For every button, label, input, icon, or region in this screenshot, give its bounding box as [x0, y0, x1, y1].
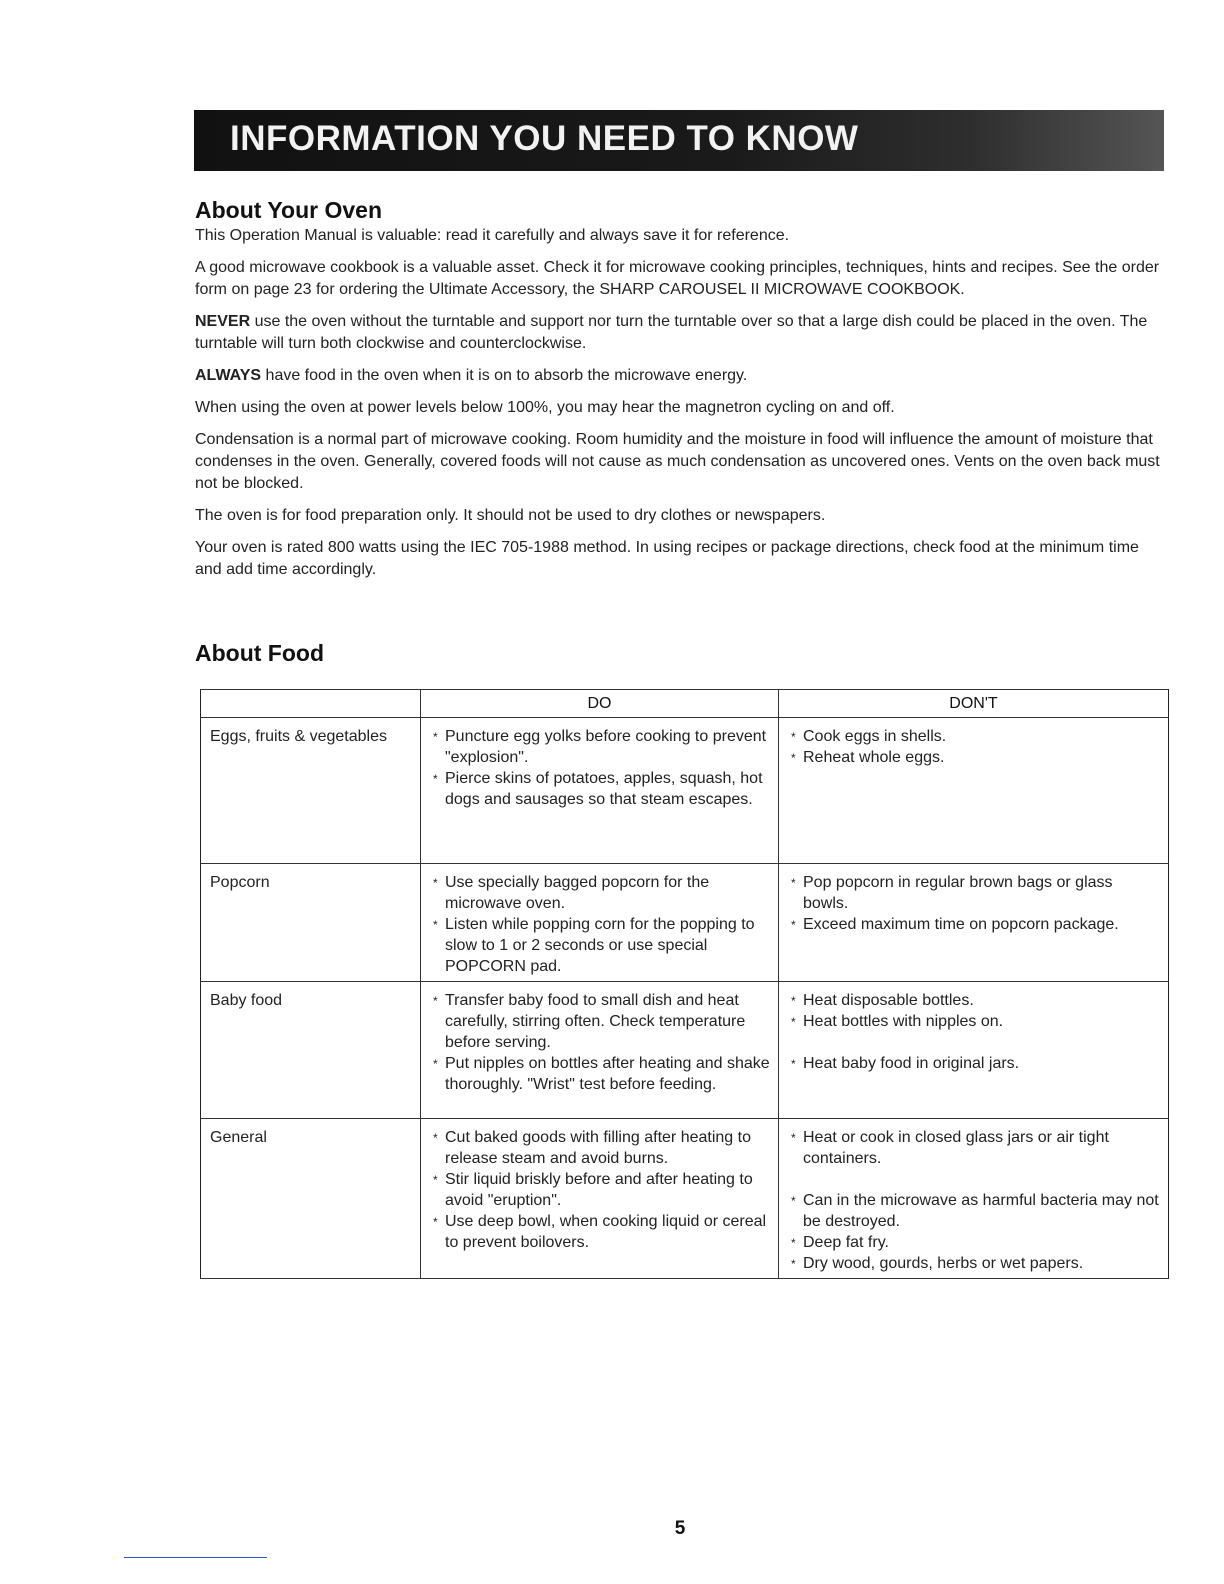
footer-rule — [124, 1557, 267, 1558]
table-row — [201, 718, 1169, 864]
table-header-row — [201, 690, 1169, 718]
list-item: * Exceed maximum time on popcorn package. — [789, 914, 1160, 935]
header-dont: DON'T — [779, 690, 1169, 718]
page-number: 5 — [674, 1518, 686, 1539]
oven-paragraph — [195, 365, 1165, 387]
dont-cell — [779, 982, 1169, 1119]
oven-paragraph: This Operation Manual is valuable: read it carefully and always save it for reference. — [195, 227, 790, 244]
list-item: * Put nipples on bottles after heating and shake thoroughly. "Wrist" test before feeding. — [431, 1053, 770, 1095]
list-item: * Cut baked goods with filling after heating to release steam and avoid burns. — [431, 1127, 770, 1169]
list-item: * Use deep bowl, when cooking liquid or cereal to prevent boilovers. — [431, 1211, 770, 1253]
oven-paragraph: When using the oven at power levels below 100%, you may hear the magnetron cycling on and off. — [195, 399, 895, 416]
oven-paragraph: A good microwave cookbook is a valuable asset. Check it for microwave cooking principles, techniques, hints and recipes. See the order form on page 23 for ordering the Ultimate Accessory, the SHARP CAROUSEL II MICROWAVE COOKBOOK. — [195, 259, 1160, 298]
always-keyword: ALWAYS — [195, 367, 262, 384]
list-item: * Puncture egg yolks before cooking to prevent "explosion". — [431, 726, 770, 768]
list-item: * Dry wood, gourds, herbs or wet papers. — [789, 1253, 1160, 1274]
oven-paragraph: Your oven is rated 800 watts using the IEC 705-1988 method. In using recipes or package directions, check food at the minimum time and add time accordingly. — [195, 539, 1139, 578]
list-item: * Heat disposable bottles. — [789, 990, 1160, 1011]
list-item: * Can in the microwave as harmful bacteria may not be destroyed. — [789, 1190, 1160, 1232]
always-text: have food in the oven when it is on to absorb the microwave energy. — [261, 367, 748, 384]
oven-paragraph: Condensation is a normal part of microwave cooking. Room humidity and the moisture in food will influence the amount of moisture that condenses in the oven. Generally, covered foods will not cause as much condensation as uncovered ones. Vents on the oven back must not be blocked. — [195, 431, 1160, 492]
dont-cell — [779, 864, 1169, 982]
row-label: Baby food — [201, 982, 421, 1119]
never-keyword: NEVER — [195, 313, 251, 330]
row-label: Eggs, fruits & vegetables — [201, 718, 421, 864]
do-cell — [421, 718, 779, 864]
row-label: Popcorn — [201, 864, 421, 982]
oven-paragraph: The oven is for food preparation only. It should not be used to dry clothes or newspapers. — [195, 507, 826, 524]
never-text: use the oven without the turntable and support nor turn the turntable over so that a large dish could be placed in the oven. The turntable will turn both clockwise and counterclockwise. — [195, 313, 1148, 352]
header-do: DO — [421, 690, 779, 718]
dont-cell — [779, 718, 1169, 864]
list-item: * Deep fat fry. — [789, 1232, 1160, 1253]
do-cell — [421, 864, 779, 982]
page-title: INFORMATION YOU NEED TO KNOW — [230, 119, 859, 158]
do-cell — [421, 982, 779, 1119]
about-food-heading: About Food — [195, 640, 325, 666]
do-cell — [421, 1119, 779, 1279]
list-item: * Heat or cook in closed glass jars or air tight containers. — [789, 1127, 1160, 1169]
oven-paragraph — [195, 311, 1165, 355]
list-item: * Cook eggs in shells. — [789, 726, 1160, 747]
row-label: General — [201, 1119, 421, 1279]
list-item: * Pop popcorn in regular brown bags or glass bowls. — [789, 872, 1160, 914]
header-blank-cell — [201, 690, 421, 718]
list-item: * Use specially bagged popcorn for the microwave oven. — [431, 872, 770, 914]
food-table — [200, 689, 1169, 1279]
list-item: * Reheat whole eggs. — [789, 747, 1160, 768]
list-item: * Heat baby food in original jars. — [789, 1053, 1160, 1074]
header-banner — [194, 110, 1164, 171]
list-item: * Heat bottles with nipples on. — [789, 1011, 1160, 1032]
dont-cell — [779, 1119, 1169, 1279]
list-item: * Transfer baby food to small dish and heat carefully, stirring often. Check temperature before serving. — [431, 990, 770, 1053]
list-item: * Stir liquid briskly before and after heating to avoid "eruption". — [431, 1169, 770, 1211]
about-oven-section — [195, 225, 1165, 591]
table-row — [201, 864, 1169, 982]
table-row — [201, 1119, 1169, 1279]
table-row — [201, 982, 1169, 1119]
about-oven-heading: About Your Oven — [195, 197, 382, 223]
list-item: * Pierce skins of potatoes, apples, squash, hot dogs and sausages so that steam escapes. — [431, 768, 770, 810]
list-item: * Listen while popping corn for the popping to slow to 1 or 2 seconds or use special POPCORN pad. — [431, 914, 770, 977]
